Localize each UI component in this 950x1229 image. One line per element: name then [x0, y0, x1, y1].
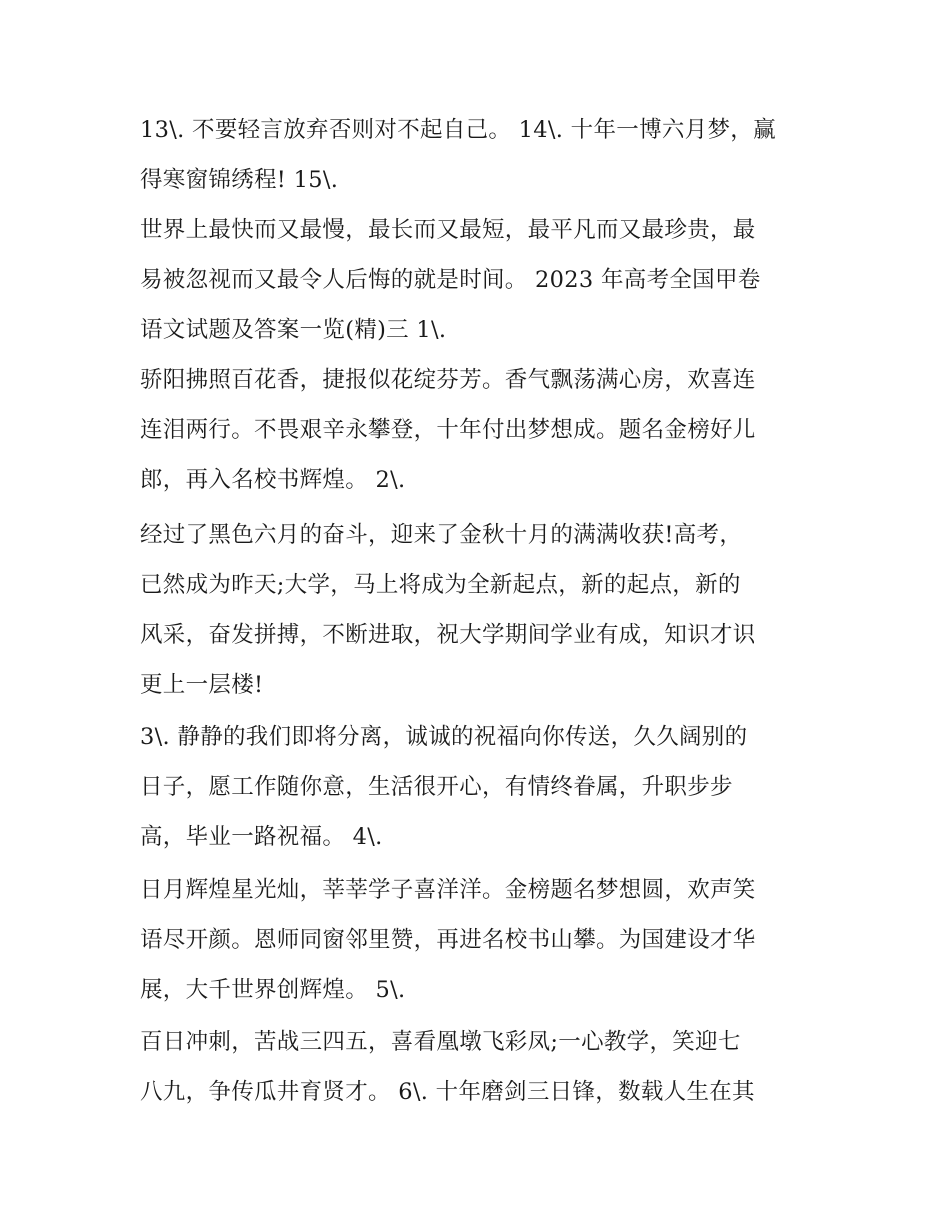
text-line: 风采，奋发拼搏，不断进取，祝大学期间学业有成，知识才识 [140, 622, 756, 648]
text-line: 世界上最快而又最慢，最长而又最短，最平凡而又最珍贵，最 [140, 217, 756, 243]
text-line: 高，毕业一路祝福。 4\. [140, 824, 383, 850]
text-line: 语尽开颜。恩师同窗邻里赞，再进名校书山攀。为国建设才华 [140, 927, 756, 953]
text-line: 更上一层楼! [140, 672, 264, 698]
text-line: 八九，争传瓜井育贤才。 6\. 十年磨剑三日锋，数载人生在其 [140, 1079, 755, 1105]
text-line: 语文试题及答案一览(精)三 1\. [140, 317, 447, 343]
text-line: 展，大千世界创辉煌。 5\. [140, 977, 406, 1003]
text-line: 3\. 静静的我们即将分离，诚诚的祝福向你传送，久久阔别的 [140, 724, 748, 750]
text-line: 易被忽视而又最令人后悔的就是时间。 2023 年高考全国甲卷 [140, 267, 761, 293]
text-line: 已然成为昨天;大学，马上将成为全新起点，新的起点，新的 [140, 572, 741, 598]
text-line: 骄阳拂照百花香，捷报似花绽芬芳。香气飘荡满心房，欢喜连 [140, 367, 756, 393]
text-line: 连泪两行。不畏艰辛永攀登，十年付出梦想成。题名金榜好儿 [140, 417, 756, 443]
text-line: 日月辉煌星光灿，莘莘学子喜洋洋。金榜题名梦想圆，欢声笑 [140, 877, 756, 903]
text-line: 经过了黑色六月的奋斗，迎来了金秋十月的满满收获!高考， [140, 522, 743, 548]
text-line: 百日冲刺，苦战三四五，喜看凰墩飞彩凤;一心教学，笑迎七 [140, 1029, 741, 1055]
text-line: 得寒窗锦绣程! 15\. [140, 167, 339, 193]
text-line: 13\. 不要轻言放弃否则对不起自己。 14\. 十年一博六月梦，赢 [140, 117, 776, 143]
text-line: 郎，再入名校书辉煌。 2\. [140, 467, 406, 493]
text-line: 日子，愿工作随你意，生活很开心，有情终眷属，升职步步 [140, 774, 733, 800]
